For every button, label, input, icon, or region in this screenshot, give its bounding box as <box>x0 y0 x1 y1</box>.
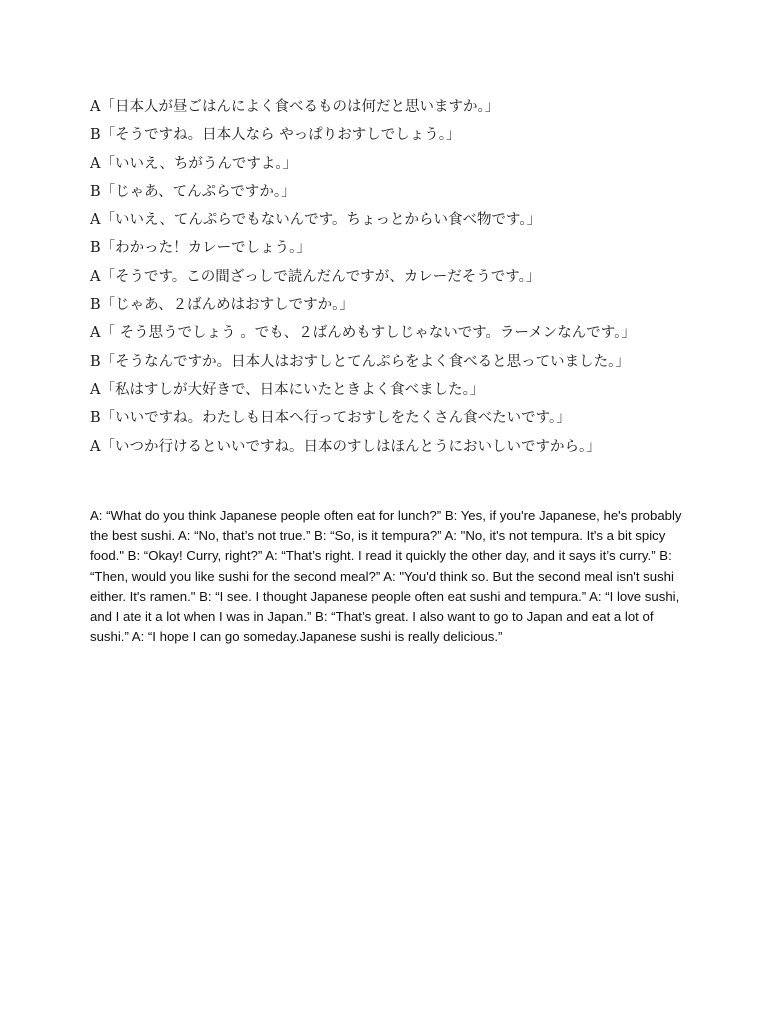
dialogue-line: B「そうですね。日本人なら やっぱりおすしでしょう。」 <box>90 127 461 144</box>
dialogue-line: A「いいえ、ちがうんですよ。」 <box>90 155 298 172</box>
dialogue-line: B「そうなんですか。日本人はおすしとてんぷらをよく食べると思っていました。」 <box>90 353 630 370</box>
dialogue-line: A「私はすしが大好きで、日本にいたときよく食べました。」 <box>90 381 485 398</box>
dialogue-line: A「いいえ、てんぷらでもないんです。ちょっとからい食べ物です。」 <box>90 212 542 229</box>
dialogue-line: B「わかった！カレーでしょう。」 <box>90 240 311 257</box>
english-translation: A: “What do you think Japanese people often eat for lunch?” B: Yes, if you're Japanese, he's probably the best sushi. A: “No, that’s not true.” B: “So, is it tempura?” A: "No, it's not tempura. It's a bit spicy food." B: “Okay! Curry, right?” A: “That’s right. I read it quickly the other day, and it says it’s curry.” B: “Then, would you like sushi for the second meal?” A: "You'd think so. But the second meal isn't sushi either. It's ramen." B: “I see. I thought Japanese people often eat sushi and tempura.” A: “I love sushi, and I ate it a lot when I was in Japan.” B: “That’s great. I also want to go to Japan and eat a lot of sushi.” A: “I hope I can go someday.Japanese sushi is really delicious.” <box>90 508 682 645</box>
dialogue-line: A「 そう思うでしょう 。でも、２ばんめもすしじゃないです。ラーメンなんです。」 <box>90 325 636 342</box>
dialogue-line: B「いいですね。わたしも日本へ行っておすしをたくさん食べたいです。」 <box>90 410 571 427</box>
dialogue-line: B「じゃあ、２ばんめはおすしですか。」 <box>90 297 354 314</box>
japanese-dialogue <box>90 93 730 461</box>
dialogue-line: B「じゃあ、てんぷらですか。」 <box>90 183 296 200</box>
dialogue-line: A「いつか行けるといいですね。日本のすしはほんとうにおいしいですから。」 <box>90 438 601 455</box>
dialogue-line: A「そうです。この間ざっしで読んだんですが、カレーだそうです。」 <box>90 268 541 285</box>
dialogue-line: A「日本人が昼ごはんによく食べるものは何だと思いますか。」 <box>90 99 500 115</box>
